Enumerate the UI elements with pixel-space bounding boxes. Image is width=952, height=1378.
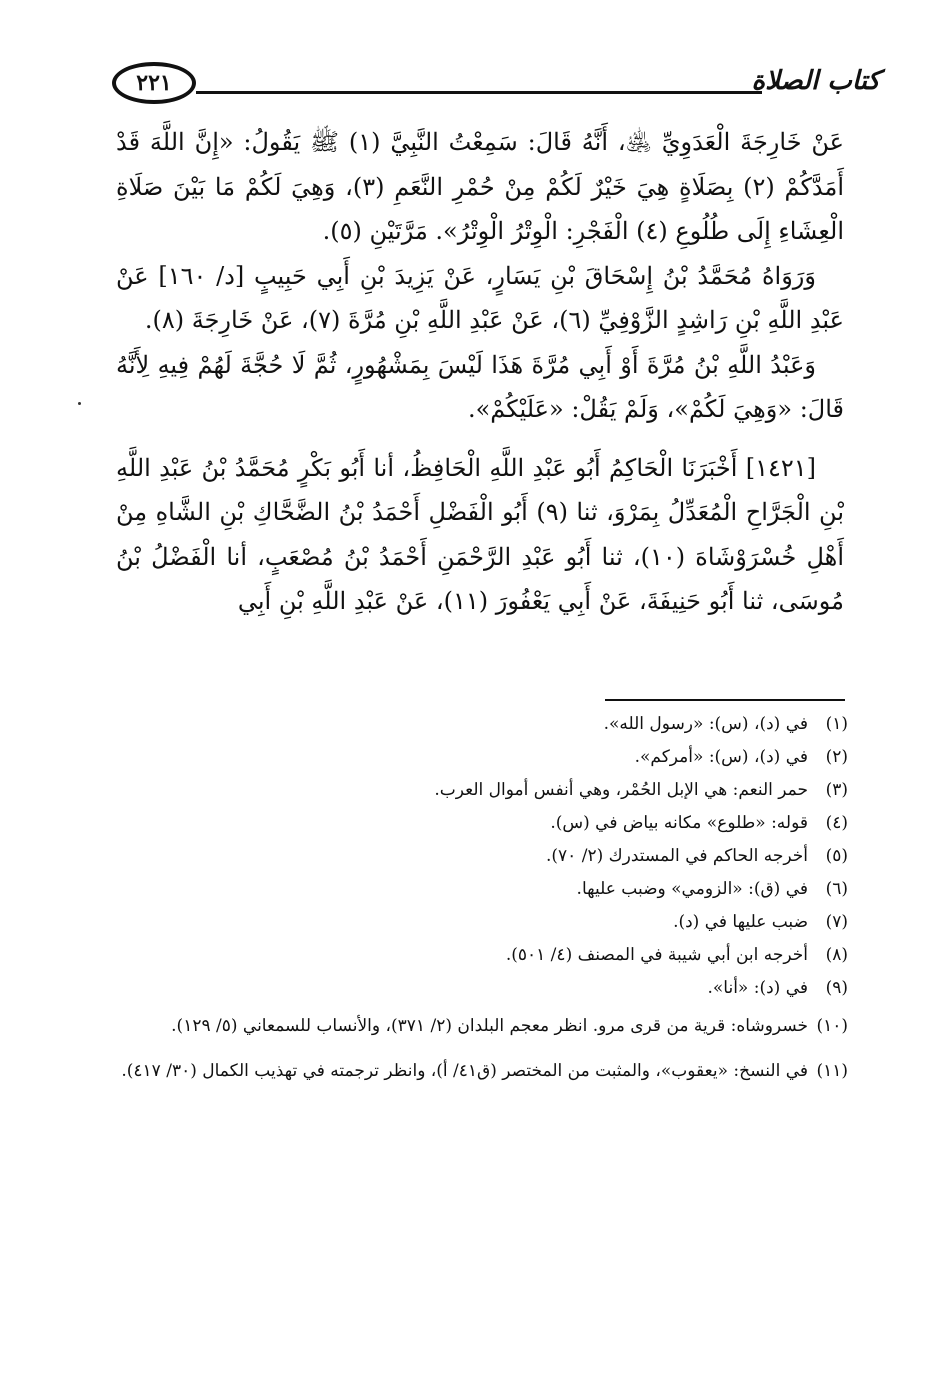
footnote-number: (٢)	[825, 747, 848, 767]
footnote-item	[104, 999, 848, 1044]
footnote-number: (١٠)	[816, 1016, 848, 1036]
footnote-text: أخرجه الحاكم في المستدرك (٢/ ٧٠).	[545, 846, 808, 866]
footnote-text: في (د)، (س): «أمركم».	[634, 747, 808, 767]
footnote-number: (٤)	[825, 813, 848, 833]
footnote-item	[104, 966, 848, 999]
running-header	[100, 62, 880, 118]
hadith-paragraph: عَنْ خَارِجَةَ الْعَدَوِيِّ ﵁، أَنَّهُ قَالَ: سَمِعْتُ النَّبِيَّ (١) ﷺ يَقُولُ: «إِنَّ اللَّهَ قَدْ أَمَدَّكُمْ (٢) بِصَلَاةٍ هِيَ خَيْرٌ لَكُمْ مِنْ حُمْرِ النَّعَمِ (٣)، وَهِيَ لَكُمْ مَا بَيْنَ صَلَاةِ الْعِشَاءِ إِلَى طُلُوعِ (٤) الْفَجْرِ: الْوِتْرُ الْوِتْرُ». مَرَّتَيْنِ (٥).	[116, 128, 844, 245]
footnote-number: (٦)	[825, 879, 848, 899]
footnote-number: (٣)	[825, 780, 848, 800]
footnote-number: (٥)	[825, 846, 848, 866]
commentary-paragraph: وَعَبْدُ اللَّهِ بْنُ مُرَّةَ أَوْ أَبِي مُرَّةَ هَذَا لَيْسَ بِمَشْهُورٍ، ثُمَّ لَا حُجَّةَ لَهُمْ فِيهِ لِأَنَّهُ قَالَ: «وَهِيَ لَكُمْ»، وَلَمْ يَقُلْ: «عَلَيْكُمْ».	[116, 350, 844, 423]
footnote-text: حمر النعم: هي الإبل الحُمْر، وهي أنفس أموال العرب.	[434, 780, 808, 800]
footnote-text: في النسخ: «يعقوب»، والمثبت من المختصر (ق٤١/ أ)، وانظر ترجمته في تهذيب الكمال (٣٠/ ٤١٧).	[121, 1061, 808, 1081]
footnote-separator	[605, 699, 845, 701]
footnote-number: (٩)	[825, 978, 848, 998]
footnote-number: (١)	[825, 714, 848, 734]
footnote-item	[104, 900, 848, 933]
footnote-item	[104, 801, 848, 834]
footnote-item	[104, 867, 848, 900]
narration-paragraph: وَرَوَاهُ مُحَمَّدُ بْنُ إِسْحَاقَ بْنِ يَسَارٍ، عَنْ يَزِيدَ بْنِ أَبِي حَبِيبٍ [د/ ١٦٠] عَنْ عَبْدِ اللَّهِ بْنِ رَاشِدٍ الزَّوْفِيِّ (٦)، عَنْ عَبْدِ اللَّهِ بْنِ مُرَّةَ (٧)، عَنْ خَارِجَةَ (٨).	[116, 261, 844, 334]
footnote-text: في (ق): «الزومي» وضبب عليها.	[576, 879, 808, 899]
footnote-text: ضبب عليها في (د).	[673, 912, 808, 932]
page-number: ٢٢١	[136, 70, 172, 96]
footnote-text: في (د)، (س): «رسول الله».	[603, 714, 808, 734]
main-text	[116, 120, 844, 624]
header-rule	[196, 91, 762, 94]
footnote-text: قوله: «طلوع» مكانه بياض في (س).	[550, 813, 808, 833]
footnote-number: (٧)	[825, 912, 848, 932]
page-number-badge	[112, 62, 196, 104]
book-title: كتاب الصلاة	[751, 66, 880, 96]
footnote-text: خسروشاه: قرية من قرى مرو. انظر معجم البلدان (٢/ ٣٧١)، والأنساب للسمعاني (٥/ ١٢٩).	[171, 1016, 808, 1036]
footnote-number: (١١)	[816, 1061, 848, 1081]
footnote-number: (٨)	[825, 945, 848, 965]
hadith-1421-paragraph: [١٤٢١] أَخْبَرَنَا الْحَاكِمُ أَبُو عَبْدِ اللَّهِ الْحَافِظُ، أنا أَبُو بَكْرٍ مُحَمَّدُ بْنُ عَبْدِ اللَّهِ بْنِ الْجَرَّاحِ الْمُعَدِّلُ بِمَرْوَ، ثنا (٩) أَبُو الْفَضْلِ أَحْمَدُ بْنُ الضَّحَّاكِ بْنِ الشَّاهِ مِنْ أَهْلِ خُسْرَوْشَاهَ (١٠)، ثنا أَبُو عَبْدِ الرَّحْمَنِ أَحْمَدُ بْنُ مُصْعَبٍ، أنا الْفَضْلُ بْنُ مُوسَى، ثنا أَبُو حَنِيفَةَ، عَنْ أَبِي يَعْفُورَ (١١)، عَنْ عَبْدِ اللَّهِ بْنِ أَبِي	[116, 453, 845, 615]
footnote-item	[104, 768, 848, 801]
footnote-item	[104, 834, 848, 867]
footnote-text: أخرجه ابن أبي شيبة في المصنف (٤/ ٥٠١).	[505, 945, 808, 965]
footnote-item	[104, 933, 848, 966]
footnote-item	[104, 1044, 848, 1089]
margin-dot	[78, 402, 81, 405]
footnote-item	[104, 702, 848, 735]
footnotes	[104, 702, 848, 1089]
footnote-text: في (د): «أنا».	[707, 978, 808, 998]
footnote-item	[104, 735, 848, 768]
